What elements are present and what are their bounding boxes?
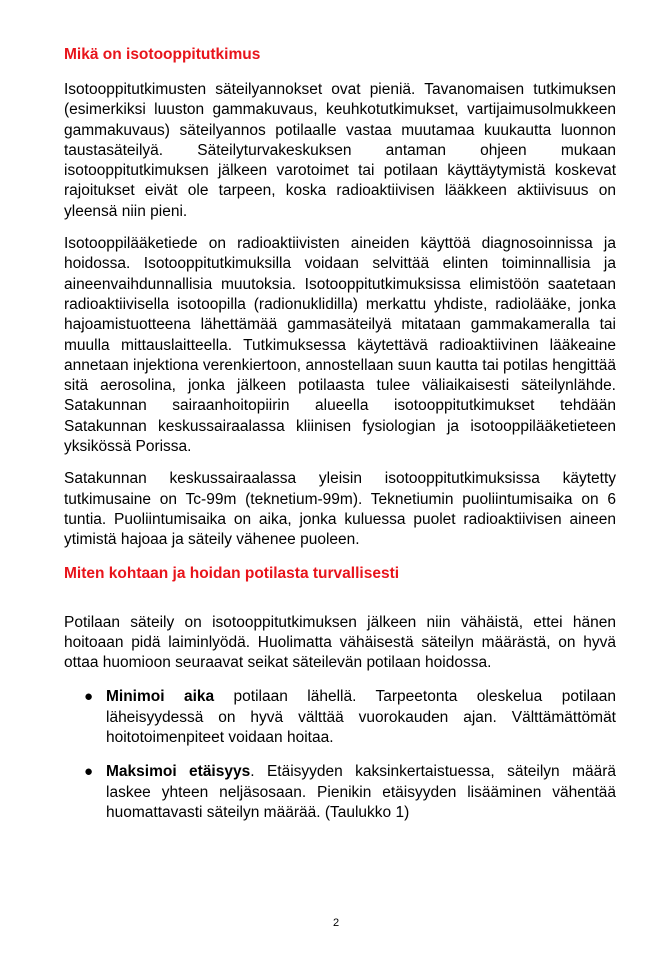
list-item-minimize-time xyxy=(64,687,616,748)
bullet-dot-icon: ● xyxy=(84,688,94,706)
bullet-bold-term: Minimoi aika xyxy=(106,688,215,706)
bullet-text: potilaan lähellä. Tarpeetonta oleskelua potilaan läheisyydessä on hyvä välttää vuorokauden ajan. Välttämättömät hoitotoimenpiteet voidaan hoitaa. xyxy=(106,688,616,747)
paragraph-isotope-medicine: Isotooppilääketiede on radioaktiivisten aineiden käyttöä diagnosoinnissa ja hoidossa. Isotooppitutkimuksilla voidaan selvittää elinten toiminnallisia ja aineenvaihdunnallisia muutoksia. Isotooppitutkimuksissa elimistöön saatetaan radioaktiivisella isotoopilla (radionuklidilla) merkattu yhdiste, radiolääke, jonka hajoamistuotteena lähettämää gammasäteilyä mitataan gammakameralla tai muulla mittauslaitteella. Tutkimuksessa käytettävä radioaktiivinen lääkeaine annetaan injektiona verenkiertoon, annostellaan suun kautta tai potilas hengittää sitä aerosolina, jonka jälkeen potilaasta tulee väliaikaisesti säteilynlähde. Satakunnan sairaanhoitopiirin alueella isotooppitutkimukset tehdään Satakunnan keskussairaalassa kliinisen fysiologian ja isotooppilääketieteen yksikössä Porissa. xyxy=(64,235,616,456)
bullet-text: . Etäisyyden kaksinkertaistuessa, säteilyn määrä laskee yhteen neljäsosaan. Pienikin etäisyyden lisääminen vähentää huomattavasti säteilyn määrää. (Taulukko 1) xyxy=(106,763,616,821)
safety-bullet-list xyxy=(64,687,616,823)
paragraph-radiation-doses: Isotooppitutkimusten säteilyannokset ovat pieniä. Tavanomaisen tutkimuksen (esimerkiksi luuston gammakuvaus, keuhkotutkimukset, vartijaimusolmukkeen gammakuvaus) säteilyannos potilaalle vastaa muutamaa kuukautta luonnon taustasäteilyä. Säteilyturvakeskuksen antaman ohjeen mukaan isotooppitutkimuksen jälkeen varotoimet tai potilaan käyttäytymistä koskevat rajoitukset eivät ole tarpeen, koska radioaktiivisen lääkkeen aktiivisuus on yleensä niin pieni. xyxy=(64,81,616,220)
bullet-dot-icon: ● xyxy=(84,763,94,781)
document-page xyxy=(64,44,616,823)
section-heading-isotope-study: Mikä on isotooppitutkimus xyxy=(64,46,261,63)
list-item-maximize-distance xyxy=(64,762,616,823)
paragraph-tc99m: Satakunnan keskussairaalassa yleisin isotooppitutkimuksissa käytetty tutkimusaine on Tc-99m (teknetium-99m). Teknetiumin puoliintumisaika on 6 tuntia. Puoliintumisaika on aika, jonka kuluessa puolet radioaktiivisen aineen ytimistä hajoaa ja säteily vähenee puoleen. xyxy=(64,470,616,549)
paragraph-safe-care-intro: Potilaan säteily on isotooppitutkimuksen jälkeen niin vähäistä, ettei hänen hoitoaan pidä laiminlyödä. Huolimatta vähäisestä säteilyn määrästä, on hyvä ottaa huomioon seuraavat seikat säteilevän potilaan hoidossa. xyxy=(64,613,616,672)
page-number: 2 xyxy=(332,917,340,929)
section-heading-safe-care: Miten kohtaan ja hoidan potilasta turvallisesti xyxy=(64,564,400,582)
bullet-bold-term: Maksimoi etäisyys xyxy=(106,763,251,781)
